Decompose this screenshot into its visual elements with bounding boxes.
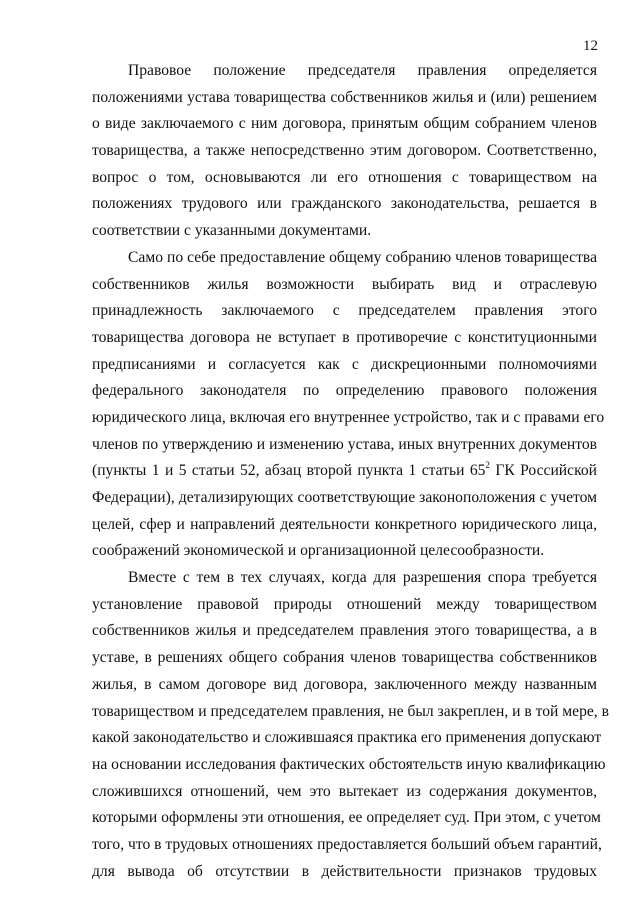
text-line: Вместе с тем в тех случаях, когда для разрешения спора требуется bbox=[128, 569, 597, 587]
text-line: собственников жилья возможности выбирать вид и отраслевую bbox=[92, 275, 597, 293]
text-line: целей, сфер и направлений деятельности конкретного юридического лица, bbox=[92, 515, 597, 533]
text-line: членов по утверждению и изменению устава, иных внутренних документов bbox=[92, 435, 597, 453]
text-line: положениями устава товарищества собственников жилья и (или) решением bbox=[92, 88, 597, 106]
text-line: товарищества, а также непосредственно этим договором. Соответственно, bbox=[92, 142, 597, 160]
text-line: положениях трудового или гражданского законодательства, решается в bbox=[92, 195, 597, 213]
text-line: товариществом и председателем правления, не был закреплен, и в той мере, в bbox=[92, 702, 609, 720]
text-line: предписаниями и согласуется как с дискреционными полномочиями bbox=[92, 355, 597, 373]
text-line: о виде заключаемого с ним договора, принятым общим собранием членов bbox=[92, 115, 597, 133]
text-line: установление правовой природы отношений между товариществом bbox=[92, 595, 597, 613]
text-line: Правовое положение председателя правления определяется bbox=[128, 62, 597, 79]
text-segment: ГК Российской bbox=[489, 462, 597, 480]
text-line-with-superscript bbox=[92, 458, 597, 485]
superscript-marker: 2 bbox=[485, 460, 490, 471]
paragraph-1 bbox=[92, 58, 597, 245]
text-line: сложившихся отношений, чем это вытекает из содержания документов, bbox=[92, 782, 597, 800]
text-line: соображений экономической и организационной целесообразности. bbox=[92, 542, 545, 560]
text-line: которыми оформлены эти отношения, ее определяет суд. При этом, с учетом bbox=[92, 809, 601, 827]
text-line: Само по себе предоставление общему собранию членов товарищества bbox=[128, 248, 597, 266]
paragraph-2 bbox=[92, 245, 605, 565]
text-line: товарищества договора не вступает в противоречие с конституционными bbox=[92, 328, 597, 346]
text-line: какой законодательство и сложившаяся практика его применения допускают bbox=[92, 729, 602, 747]
text-line: того, что в трудовых отношениях предоставляется больший объем гарантий, bbox=[92, 835, 602, 853]
page-number: 12 bbox=[583, 38, 598, 54]
text-line: юридического лица, включая его внутреннее устройство, так и с правами его bbox=[92, 408, 605, 426]
text-line: федерального законодателя по определению правового положения bbox=[92, 382, 597, 400]
text-line: уставе, в решениях общего собрания членов товарищества собственников bbox=[92, 649, 597, 667]
text-line: Федерации), детализирующих соответствующие законоположения с учетом bbox=[92, 489, 597, 506]
text-segment: (пункты 1 и 5 статьи 52, абзац второй пункта 1 статьи 65 bbox=[92, 462, 486, 480]
text-line: на основании исследования фактических обстоятельств иную квалификацию bbox=[92, 755, 606, 773]
paragraph-3 bbox=[92, 565, 609, 885]
text-line: жилья, в самом договоре вид договора, заключенного между названным bbox=[92, 675, 597, 693]
text-line: соответствии с указанными документами. bbox=[92, 222, 372, 240]
document-body bbox=[92, 58, 609, 885]
text-line: для вывода об отсутствии в действительности признаков трудовых bbox=[92, 862, 597, 880]
text-line: вопрос о том, основываются ли его отношения с товариществом на bbox=[92, 168, 597, 186]
text-line: собственников жилья и председателем правления этого товарищества, а в bbox=[92, 622, 597, 640]
text-line: принадлежность заключаемого с председателем правления этого bbox=[92, 302, 597, 320]
